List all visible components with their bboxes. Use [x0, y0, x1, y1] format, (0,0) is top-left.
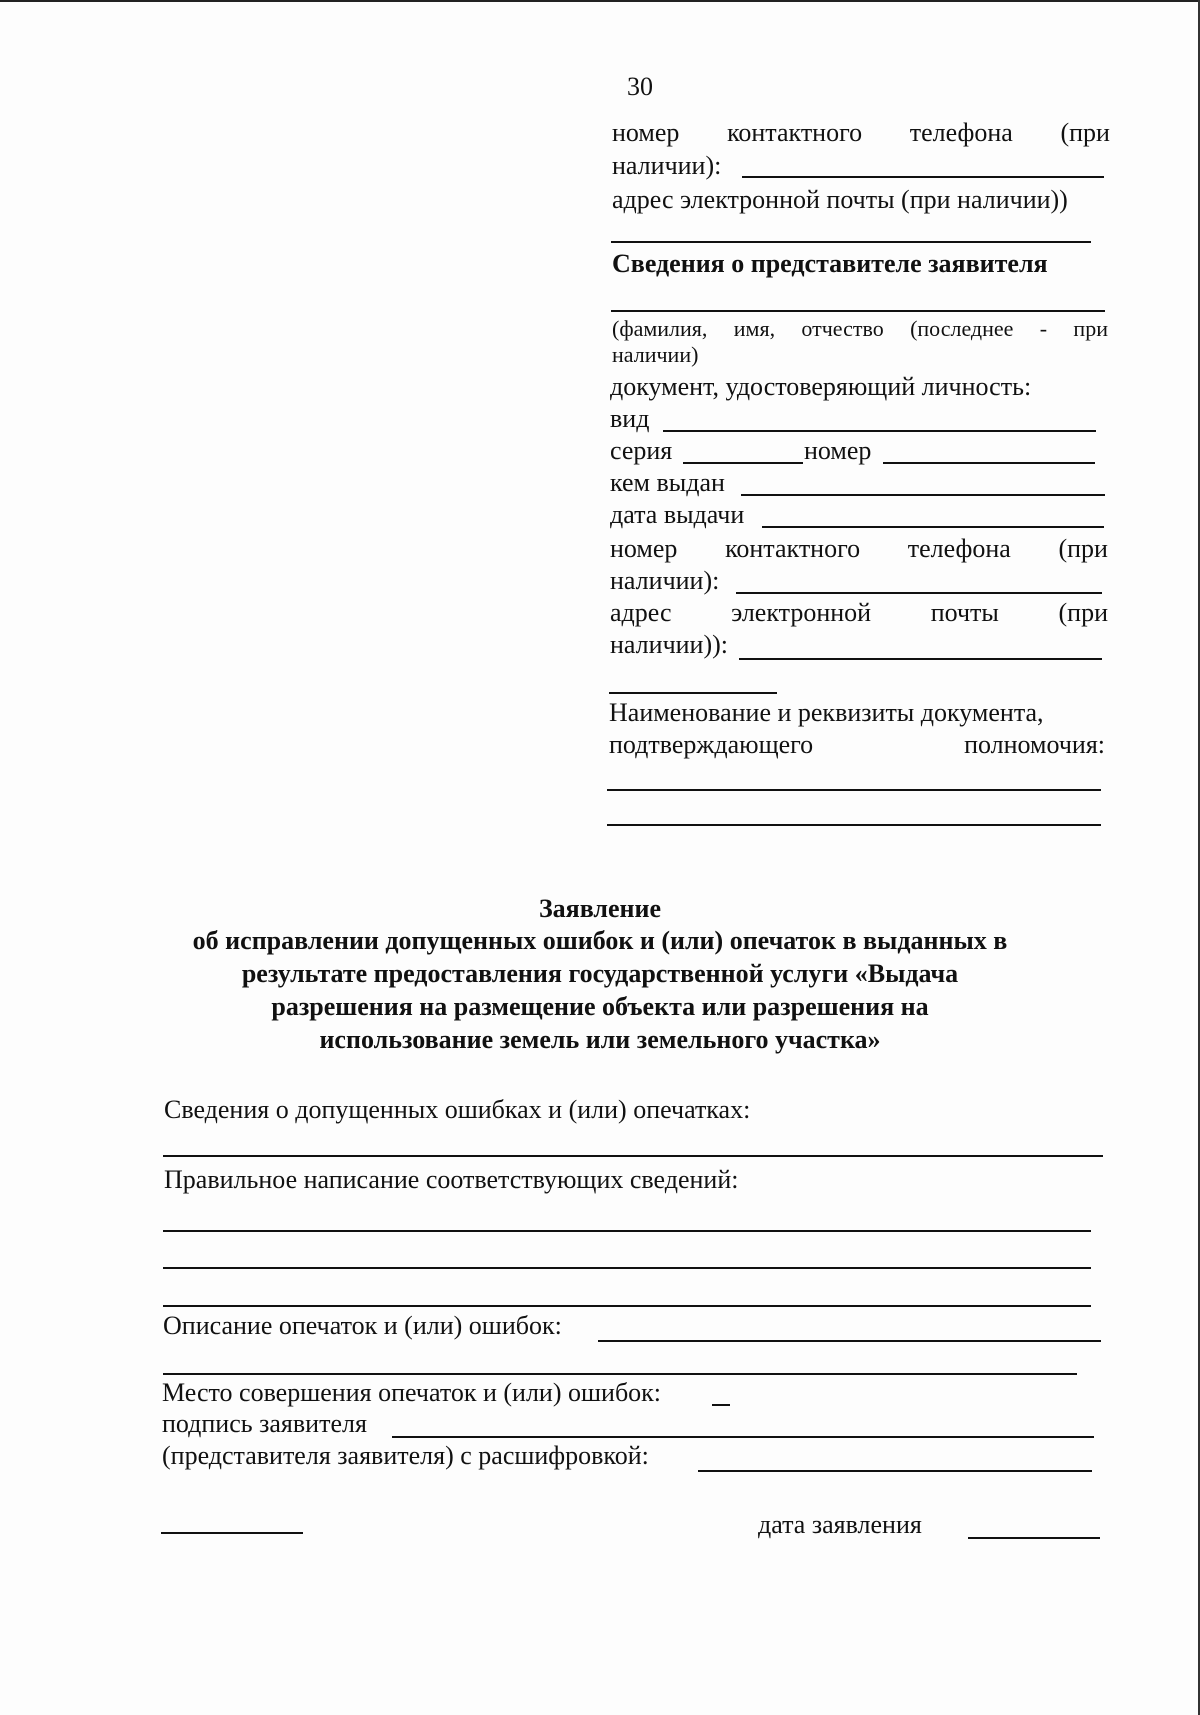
word: (при — [1058, 598, 1108, 627]
date-blank — [968, 1537, 1100, 1539]
representative-id-doc-label: документ, удостоверяющий личность: — [610, 372, 1032, 401]
representative-authority-blank-2 — [607, 824, 1101, 826]
description-label: Описание опечаток и (или) ошибок: — [163, 1311, 562, 1340]
word: (фамилия, — [612, 316, 708, 341]
statement-subtitle-line1: об исправлении допущенных ошибок и (или) опечаток в выданных в — [192, 926, 1008, 955]
word: имя, — [733, 316, 776, 341]
representative-authority-blank-1 — [607, 789, 1101, 791]
word: номер — [612, 118, 680, 147]
statement-subtitle-line3: разрешения на размещение объекта или разрешения на — [271, 992, 929, 1021]
representative-issued-by-label: кем выдан — [610, 468, 725, 497]
description-blank — [598, 1340, 1101, 1342]
word: номер — [610, 534, 678, 563]
representative-phone-label: наличии): — [610, 566, 720, 595]
applicant-phone-line1 — [612, 118, 1110, 148]
representative-email-extra-blank — [609, 692, 777, 694]
word: отчество — [801, 316, 884, 341]
signature-rep-label: (представителя заявителя) с расшифровкой: — [162, 1441, 649, 1470]
representative-fio-hint-line2: наличии) — [612, 342, 699, 367]
correct-spelling-blank-2 — [163, 1267, 1091, 1269]
date-label: дата заявления — [758, 1510, 922, 1539]
applicant-email-label: адрес электронной почты (при наличии)) — [612, 185, 1068, 214]
place-blank — [712, 1404, 730, 1406]
description-blank-2 — [163, 1373, 1077, 1375]
representative-kind-blank — [663, 430, 1096, 432]
word: контактного — [725, 534, 861, 563]
word: телефона — [907, 534, 1011, 563]
word: почты — [930, 598, 999, 627]
correct-spelling-blank-3 — [163, 1305, 1091, 1307]
representative-kind-label: вид — [610, 404, 650, 433]
signature-sign-blank — [161, 1532, 303, 1534]
representative-number-blank — [883, 462, 1095, 464]
representative-heading: Сведения о представителе заявителя — [612, 249, 1048, 278]
representative-phone-blank — [736, 592, 1102, 594]
correct-spelling-blank-1 — [163, 1230, 1091, 1232]
representative-issue-date-label: дата выдачи — [610, 500, 745, 529]
word: - — [1039, 316, 1048, 341]
word: (при — [1060, 118, 1110, 147]
statement-subtitle-line4: использование земель или земельного участка» — [319, 1025, 881, 1054]
page-number: 30 — [627, 72, 653, 101]
word: адрес — [610, 598, 672, 627]
representative-authority-label-line1: Наименование и реквизиты документа, — [609, 698, 1044, 727]
signature-blank — [392, 1436, 1094, 1438]
statement-subtitle-line2: результате предоставления государственной услуги «Выдача — [241, 959, 959, 988]
representative-email-line1 — [610, 598, 1108, 628]
errors-info-label: Сведения о допущенных ошибках и (или) опечатках: — [164, 1095, 751, 1124]
representative-series-label: серия — [610, 436, 673, 465]
scan-edge-top — [0, 0, 1200, 2]
representative-email-blank — [739, 658, 1102, 660]
representative-phone-line1 — [610, 534, 1108, 564]
representative-fio-hint-line1 — [612, 316, 1108, 342]
applicant-phone-blank — [742, 176, 1104, 178]
word: электронной — [731, 598, 872, 627]
word: подтверждающего — [609, 730, 814, 759]
word: (последнее — [910, 316, 1014, 341]
signature-rep-blank — [698, 1470, 1092, 1472]
representative-authority-label-line2 — [609, 730, 1105, 760]
representative-issued-by-blank — [741, 494, 1105, 496]
word: (при — [1058, 534, 1108, 563]
applicant-phone-label: наличии): — [612, 151, 722, 180]
word: полномочия: — [964, 730, 1105, 759]
representative-issue-date-blank — [762, 526, 1104, 528]
representative-fio-blank — [611, 310, 1105, 312]
errors-info-blank — [163, 1155, 1103, 1157]
correct-spelling-label: Правильное написание соответствующих сведений: — [164, 1165, 739, 1194]
representative-series-blank — [683, 462, 803, 464]
representative-number-label: номер — [804, 436, 872, 465]
word: контактного — [727, 118, 863, 147]
statement-title: Заявление — [538, 894, 662, 923]
word: телефона — [909, 118, 1013, 147]
signature-label: подпись заявителя — [162, 1409, 367, 1438]
place-label: Место совершения опечаток и (или) ошибок: — [162, 1378, 662, 1407]
applicant-email-blank — [611, 241, 1091, 243]
representative-email-label: наличии)): — [610, 630, 729, 659]
word: при — [1073, 316, 1108, 341]
